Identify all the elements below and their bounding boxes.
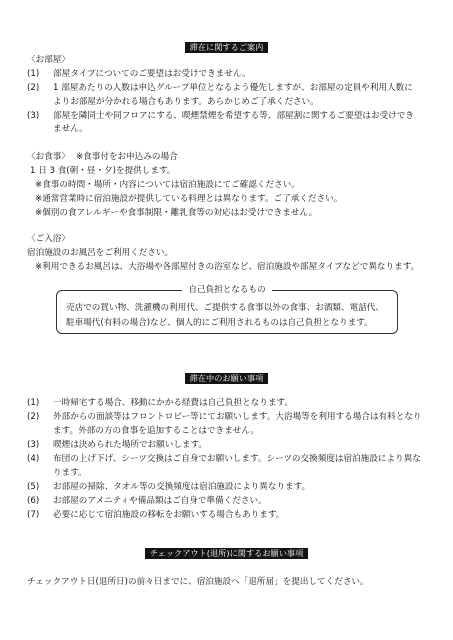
bath-section [0, 233, 440, 275]
list-marker: (5) [27, 482, 40, 492]
room-item-3 [0, 110, 440, 124]
request-item-6 [0, 494, 440, 508]
request-item-1-text: 一時帰宅する場合、移動にかかる経費は自己負担となります。 [53, 398, 293, 408]
requests-section [0, 396, 440, 522]
requests-title: 滞在中のお願い事項 [185, 373, 269, 384]
meals-section [0, 151, 440, 220]
request-item-6-text: お部屋のアメニティや備品類はご自身で準備ください。 [53, 496, 267, 506]
meals-note-text: ※通常営業時に宿泊施設が提供している料理とは異なります。ご了承ください。 [35, 193, 343, 204]
self-pay-box [56, 285, 398, 334]
bath-lead-line [0, 247, 440, 261]
requests-title-row [0, 373, 453, 384]
bath-note-line [0, 261, 440, 275]
request-item-4-text-cont: ります。 [53, 468, 87, 478]
request-item-3 [0, 438, 440, 452]
request-item-5 [0, 480, 440, 494]
self-pay-line-1: 売店での買い物、洗濯機の利用代、ご提供する食事以外の食事、お酒類、電話代、 [66, 303, 384, 313]
request-item-2 [0, 410, 440, 424]
checkout-section [0, 576, 440, 590]
meals-heading-line [0, 151, 440, 165]
list-marker: (2) [27, 82, 40, 93]
meals-note-2 [0, 193, 440, 207]
bath-lead: 宿泊施設のお風呂をご利用ください。 [27, 247, 174, 258]
self-pay-line-2: 駐車場代(有料の場合)など、個人的にご利用されるものは自己負担となります。 [66, 318, 373, 328]
request-item-3-text: 喫煙は決められた場所でお願いします。 [53, 440, 208, 450]
list-marker: (2) [27, 412, 40, 422]
bath-heading-line [0, 233, 440, 247]
room-item-3-text: 部屋を隣同士や同フロアにする、喫煙禁煙を希望する等、部屋割に関するご要望はお受けでき [53, 110, 414, 121]
room-item-3-text-cont: ません。 [53, 124, 88, 135]
room-section [0, 54, 440, 137]
request-item-7-text: 必要に応じて宿泊施設の移転をお願いする場合もあります。 [53, 510, 285, 520]
room-item-1-text: 部屋タイプについてのご要望はお受けできません。 [53, 68, 251, 79]
meals-heading-note: ※食事付をお申込みの場合 [75, 152, 178, 162]
bath-note: ※利用できるお風呂は、大浴場や各部屋付きの浴室など、宿泊施設や部屋タイプなどで異なります。 [35, 261, 420, 272]
list-marker: (7) [27, 510, 40, 520]
checkout-title: チェックアウト(退所)に関するお願い事項 [145, 548, 309, 559]
list-marker: (6) [27, 496, 40, 506]
meals-lead: 1 日 3 食(朝・昼・夕)を提供します。 [30, 165, 176, 176]
list-marker: (3) [27, 110, 40, 121]
meals-note-3 [0, 207, 440, 221]
stay-info-title-row [0, 42, 453, 53]
room-heading-line [0, 54, 440, 68]
list-marker: (1) [27, 398, 40, 408]
room-item-1 [0, 68, 440, 82]
room-item-2-text: 1 部屋あたりの人数は申込グループ単位となるよう優先しますが、お部屋の定員や利用人数に [53, 82, 413, 93]
room-item-2-continuation [0, 96, 440, 110]
checkout-text: チェックアウト日(退所日)の前々日までに、宿泊施設へ「退所届」を提出してください。 [27, 577, 369, 587]
meals-note-1 [0, 179, 440, 193]
request-item-2-text: 外部からの面談等はフロントロビー等にてお願いします。大浴場等を利用する場合は有料となり [53, 412, 422, 422]
room-item-2-text-cont: よりお部屋が分かれる場合もあります。あらかじめご了承ください。 [53, 96, 319, 107]
request-item-2-text-cont: ます。外部の方の食事を追加することはできません。 [53, 426, 260, 436]
request-item-2-continuation [0, 424, 440, 438]
meals-note-text: ※個別の食アレルギーや食事制限・離乳食等の対応はお受けできません。 [35, 207, 318, 218]
room-heading: 〈お部屋〉 [27, 55, 70, 65]
self-pay-label: 自己負担となるもの [182, 284, 271, 297]
request-item-5-text: お部屋の掃除、タオル等の交換頻度は宿泊施設により異なります。 [53, 482, 311, 492]
list-marker: (3) [27, 440, 40, 450]
meals-heading: 〈お食事〉 [27, 152, 70, 162]
checkout-title-row [0, 548, 453, 559]
checkout-text-line [0, 576, 440, 590]
request-item-4-text: 布団の上げ下げ、シーツ交換はご自身でお願いします。シーツの交換頻度は宿泊施設により異な [53, 454, 421, 464]
meals-note-text: ※食事の時間・場所・内容については宿泊施設にてご確認ください。 [35, 179, 300, 190]
meals-lead-line [0, 165, 440, 179]
list-marker: (4) [27, 454, 40, 464]
self-pay-label-row [57, 284, 397, 297]
request-item-7 [0, 508, 440, 522]
list-marker: (1) [27, 68, 40, 79]
stay-info-title: 滞在に関するご案内 [185, 42, 269, 53]
bath-heading: 〈ご入浴〉 [27, 234, 70, 244]
request-item-4-continuation [0, 466, 440, 480]
request-item-1 [0, 396, 440, 410]
self-pay-text [66, 301, 396, 331]
room-item-2 [0, 82, 440, 96]
request-item-4 [0, 452, 440, 466]
room-item-3-continuation [0, 123, 440, 137]
